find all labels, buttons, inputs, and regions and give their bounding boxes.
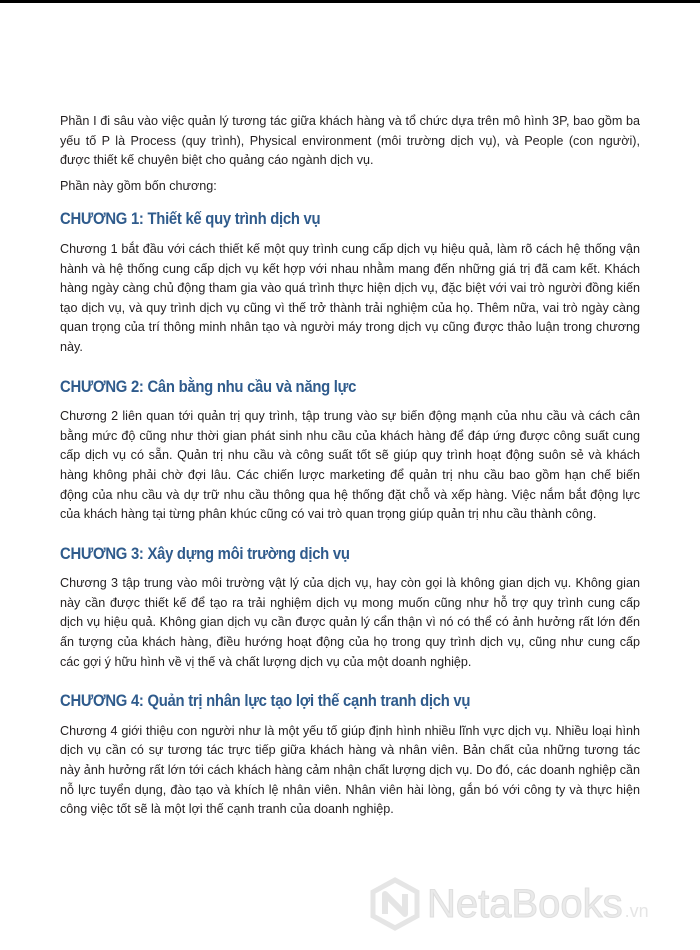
intro-paragraph: Phần I đi sâu vào việc quản lý tương tác giữa khách hàng và tổ chức dựa trên mô hình 3P, bao gồm ba yếu tố P là Process (quy trình), Physical environment (môi trường dịch vụ), và People (con người), được thiết kế chuyên biệt cho quảng cáo ngành dịch vụ.: [60, 114, 640, 168]
watermark-brand: NetaBooks: [427, 882, 623, 926]
chapter-3-heading: CHƯƠNG 3: Xây dựng môi trường dịch vụ: [60, 544, 350, 563]
watermark-suffix: .vn: [624, 900, 649, 921]
chapter-4-body: Chương 4 giới thiệu con người như là một yếu tố giúp định hình nhiều lĩnh vực dịch vụ. Nhiều loại hình dịch vụ cần có sự tương tác trực tiếp giữa khách hàng và nhân viên. Bản chất của những tương tác này ảnh hưởng rất lớn tới cách khách hàng cảm nhận chất lượng dịch vụ. Do đó, các doanh nghiệp cần nỗ lực tuyển dụng, đào tạo và khích lệ nhân viên. Nhân viên hài lòng, gắn bó với công ty và thực hiện công việc tốt sẽ là một lợi thế cạnh tranh của doanh nghiệp.: [60, 723, 640, 817]
netabooks-watermark: [367, 874, 697, 934]
chapter-2-body: Chương 2 liên quan tới quản trị quy trình, tập trung vào sự biến động mạnh của nhu cầu và cách cân bằng mức độ cũng như thời gian phát sinh nhu cầu của khách hàng để đáp ứng được công suất cung cấp dịch vụ có sẵn. Quản trị nhu cầu và công suất tốt sẽ giúp quy trình hoạt động suôn sẻ và khách hàng không phải chờ đợi lâu. Các chiến lược marketing để quản trị nhu cầu bao gồm hạn chế biến động của nhu cầu và dự trữ nhu cầu thông qua hệ thống đặt chỗ và xếp hàng. Việc nắm bắt động lực của khách hàng tại từng phân khúc cũng có vai trò quan trọng giúp quản trị nhu cầu thành công.: [60, 409, 640, 522]
chapter-1-heading: CHƯƠNG 1: Thiết kế quy trình dịch vụ: [60, 210, 321, 229]
chapter-2-heading: CHƯƠNG 2: Cân bằng nhu cầu và năng lực: [60, 377, 357, 396]
chapter-4-heading: CHƯƠNG 4: Quản trị nhân lực tạo lợi thế cạnh tranh dịch vụ: [60, 692, 471, 711]
top-border-rule: [0, 0, 700, 3]
chapter-3-body: Chương 3 tập trung vào môi trường vật lý của dịch vụ, hay còn gọi là không gian dịch vụ. Không gian này cần được thiết kế để tạo ra trải nghiệm dịch vụ mong muốn cũng như hỗ trợ quy trình cung cấp dịch vụ hiệu quả. Không gian dịch vụ cần được quản lý cẩn thận vì nó có thể có ảnh hưởng rất lớn đến ấn tượng của khách hàng, điều hướng hoạt động của họ trong quy trình dịch vụ, cũng như cung cấp các gợi ý hữu hình về vị thế và chất lượng dịch vụ của một doanh nghiệp.: [60, 576, 640, 669]
intro-chapter-count: Phần này gồm bốn chương:: [60, 178, 217, 193]
page-content: [60, 112, 640, 826]
chapter-1-body: Chương 1 bắt đầu với cách thiết kế một quy trình cung cấp dịch vụ hiệu quả, làm rõ cách hệ thống vận hành và hệ thống cung cấp dịch vụ kết hợp với nhau nhằm mang đến những giá trị đã cam kết. Khách hàng ngày càng chủ động tham gia vào quá trình thực hiện dịch vụ, đặc biệt với vai trò người đồng kiến tạo dịch vụ, và quy trình dịch vụ cũng vì thế trở thành trải nghiệm của họ. Thêm nữa, vai trò ngày càng quan trọng của trí thông minh nhân tạo và người máy trong dịch vụ cũng được thảo luận trong chương này.: [60, 241, 640, 354]
netabooks-logo-icon: [367, 876, 423, 932]
